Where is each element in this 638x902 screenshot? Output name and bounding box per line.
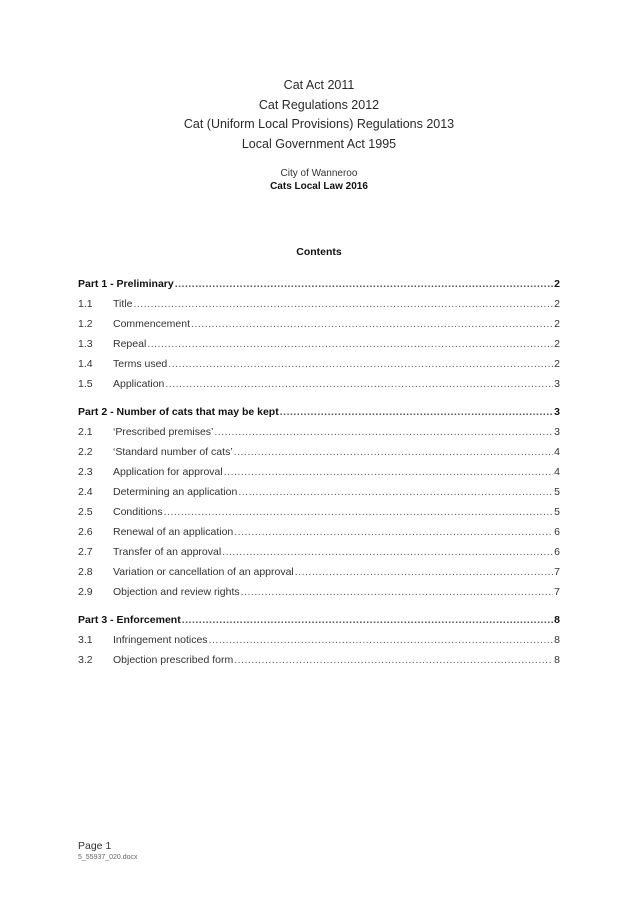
toc-entry-title: ‘Prescribed premises’ [113,426,214,438]
toc-entry[interactable] [78,566,560,586]
toc-entry-number: 3.1 [78,634,93,646]
toc-entry[interactable] [78,634,560,654]
toc-entry[interactable] [78,546,560,566]
toc-page-number: 8 [554,654,560,666]
toc-page-number: 2 [554,338,560,350]
toc-entry[interactable] [78,654,560,674]
toc-entry-title: Transfer of an approval [113,546,222,558]
toc-part-heading[interactable] [78,406,560,426]
toc-page-number: 7 [554,566,560,578]
page-footer [78,840,138,862]
toc-leader-dots [165,378,553,390]
toc-page-number: 3 [554,378,560,390]
toc-entry[interactable] [78,486,560,506]
toc-part-title: Part 1 - Preliminary [78,278,174,290]
toc-page-number: 3 [554,426,560,438]
toc-entry[interactable] [78,506,560,526]
toc-page-number: 2 [554,298,560,310]
toc-entry-title: Objection prescribed form [113,654,234,666]
toc-entry-number: 1.5 [78,378,93,390]
toc-page-number: 5 [554,486,560,498]
toc-page-number: 2 [554,318,560,330]
toc-part-title: Part 2 - Number of cats that may be kept [78,406,279,418]
toc-page-number: 6 [554,546,560,558]
toc-leader-dots [234,654,553,666]
toc-leader-dots [222,546,553,558]
toc-leader-dots [295,566,553,578]
act-title: Cat Act 2011 [283,78,355,92]
toc-part [78,406,560,606]
toc-entry-title: Renewal of an application [113,526,234,538]
toc-page-number: 8 [554,614,560,626]
act-title: Cat (Uniform Local Provisions) Regulations 2013 [183,117,455,131]
toc-entry-title: ‘Standard number of cats’ [113,446,233,458]
toc-entry-number: 2.8 [78,566,93,578]
toc-entry[interactable] [78,378,560,398]
toc-leader-dots [133,298,553,310]
toc-entry-number: 1.1 [78,298,93,310]
toc-entry-title: Title [113,298,133,310]
toc-entry-title: Conditions [113,506,163,518]
toc-entry-title: Determining an application [113,486,238,498]
council-name: City of Wanneroo [280,168,358,179]
toc-entry-title: Application for approval [113,466,223,478]
toc-page-number: 4 [554,466,560,478]
toc-entry-title: Objection and review rights [113,586,240,598]
toc-entry-number: 2.5 [78,506,93,518]
toc-leader-dots [182,614,553,626]
toc-entry[interactable] [78,338,560,358]
page-number: Page 1 [78,840,112,852]
toc-entry-number: 2.2 [78,446,93,458]
toc-leader-dots [164,506,553,518]
toc-entry-number: 2.4 [78,486,93,498]
toc-entry-number: 1.4 [78,358,93,370]
toc-leader-dots [234,526,553,538]
toc-entry-number: 1.2 [78,318,93,330]
toc-leader-dots [214,426,553,438]
act-title: Local Government Act 1995 [241,136,397,151]
toc-leader-dots [238,486,553,498]
toc-page-number: 5 [554,506,560,518]
act-list [0,76,638,154]
toc-leader-dots [147,338,553,350]
toc-page-number: 6 [554,526,560,538]
act-title: Cat Regulations 2012 [258,97,380,112]
toc-entry-number: 2.3 [78,466,93,478]
toc-entry[interactable] [78,298,560,318]
toc-entry[interactable] [78,318,560,338]
toc-entry[interactable] [78,446,560,466]
toc-entry[interactable] [78,586,560,606]
toc-entry-title: Repeal [113,338,147,350]
toc-page-number: 7 [554,586,560,598]
toc-entry-number: 2.6 [78,526,93,538]
toc-part-title: Part 3 - Enforcement [78,614,181,626]
toc-part-heading[interactable] [78,278,560,298]
toc-part [78,278,560,398]
toc-entry-number: 2.7 [78,546,93,558]
toc-part [78,614,560,674]
toc-leader-dots [280,406,553,418]
toc-leader-dots [224,466,553,478]
toc-part-heading[interactable] [78,614,560,634]
toc-leader-dots [234,446,553,458]
toc-page-number: 2 [554,278,560,290]
toc-leader-dots [175,278,553,290]
toc-entry-number: 3.2 [78,654,93,666]
toc-entry-title: Terms used [113,358,168,370]
toc-entry-title: Variation or cancellation of an approval [113,566,294,578]
toc-leader-dots [168,358,553,370]
file-name: 5_55937_020.docx [78,854,138,861]
toc-entry-title: Commencement [113,318,191,330]
toc-leader-dots [241,586,553,598]
document-header [0,76,638,193]
toc-entry-title: Application [113,378,165,390]
toc-entry-title: Infringement notices [113,634,208,646]
toc-entry[interactable] [78,426,560,446]
toc-page-number: 2 [554,358,560,370]
toc-page-number: 3 [554,406,560,418]
toc-entry-number: 2.9 [78,586,93,598]
table-of-contents [78,278,560,682]
toc-entry-number: 2.1 [78,426,93,438]
toc-entry[interactable] [78,466,560,486]
toc-entry[interactable] [78,358,560,378]
toc-page-number: 4 [554,446,560,458]
toc-leader-dots [191,318,553,330]
toc-page-number: 8 [554,634,560,646]
toc-entry[interactable] [78,526,560,546]
local-law-title: Cats Local Law 2016 [270,181,368,192]
toc-entry-number: 1.3 [78,338,93,350]
contents-heading: Contents [296,246,342,258]
toc-leader-dots [209,634,553,646]
